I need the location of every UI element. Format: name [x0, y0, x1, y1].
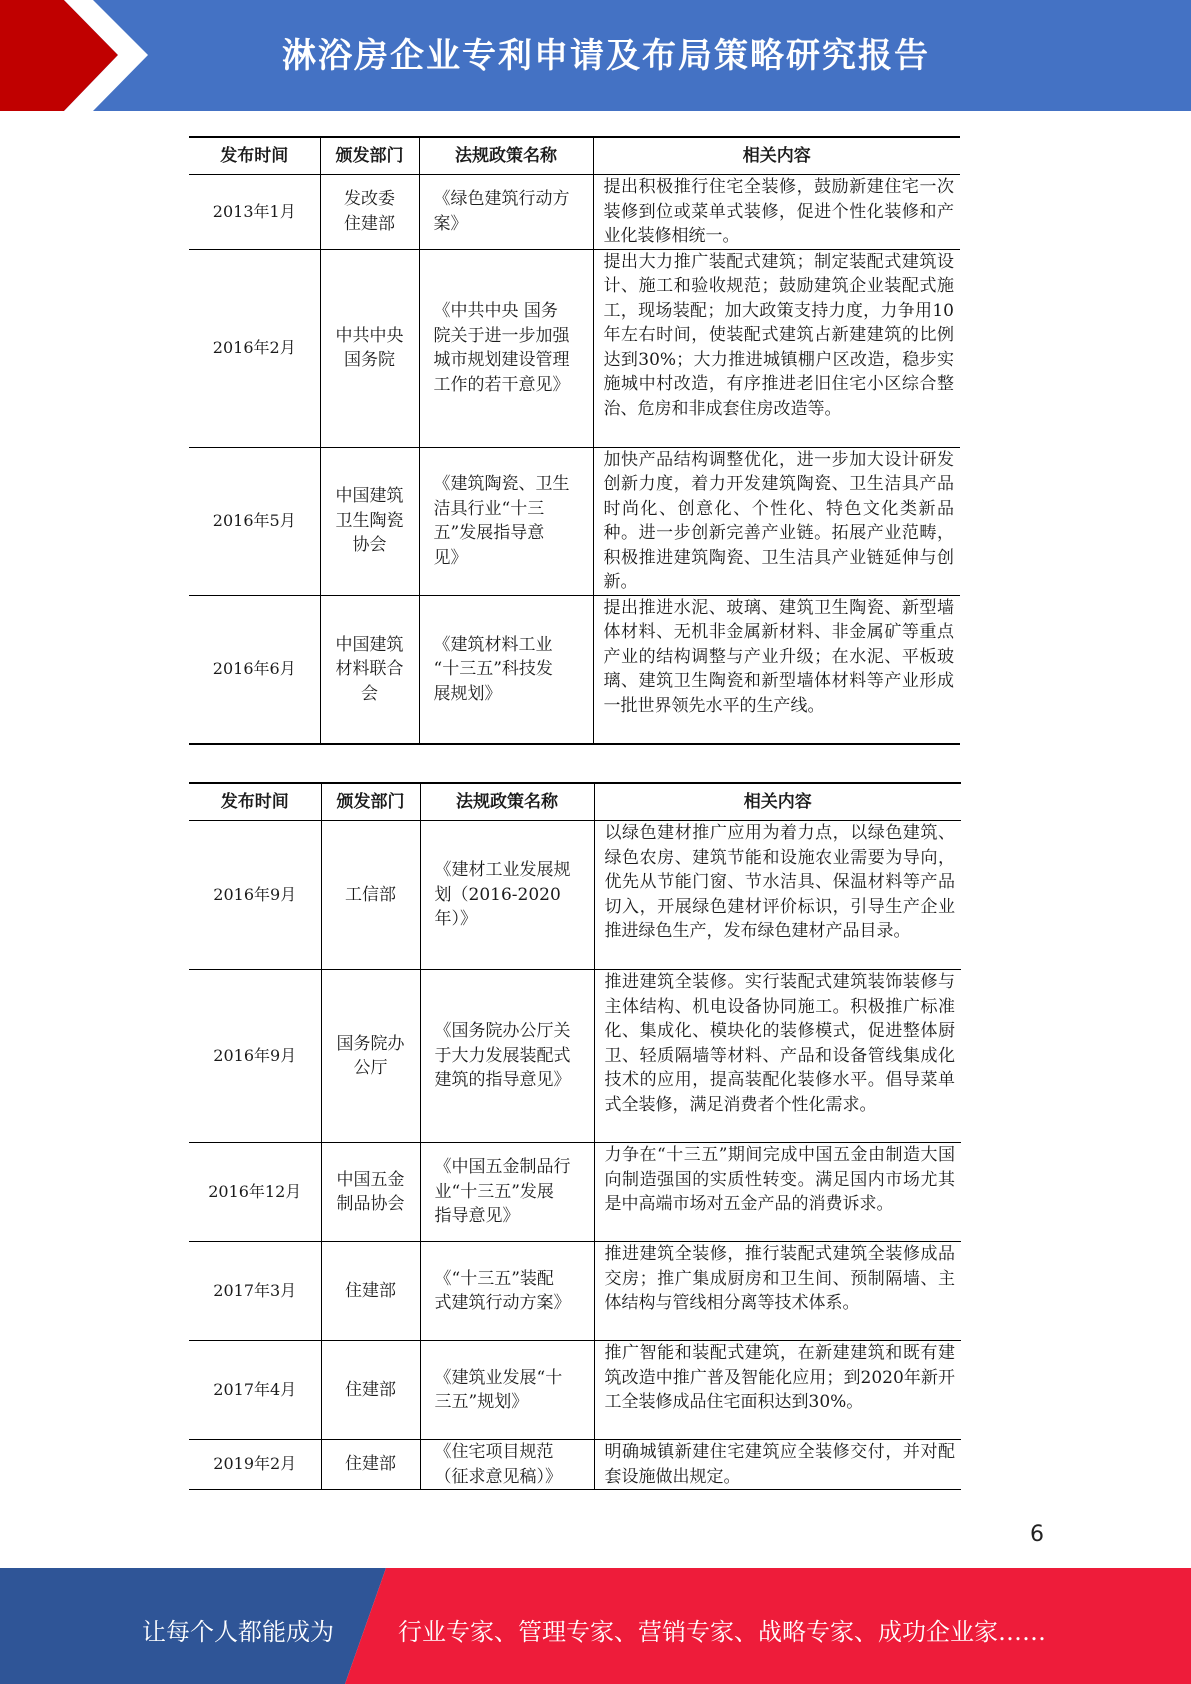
cell-policy-name: 《中国五金制品行 业“十三五”发展 指导意见》: [420, 1143, 594, 1242]
cell-date: 2016年9月: [189, 970, 321, 1143]
page-header: [0, 0, 1191, 111]
cell-date: 2019年2月: [189, 1440, 321, 1490]
col-header-dept: 颁发部门: [320, 137, 419, 175]
cell-dept: 住建部: [321, 1341, 420, 1440]
col-header-name: 法规政策名称: [420, 783, 594, 821]
cell-content: 推进建筑全装修，推行装配式建筑全装修成品交房；推广集成厨房和卫生间、预制隔墙、主体结构与管线相分离等技术体系。: [594, 1242, 961, 1341]
footer-slogan-left: 让每个人都能成为: [142, 1618, 334, 1646]
page-footer: [0, 1568, 1191, 1684]
cell-content: 加快产品结构调整优化，进一步加大设计研发创新力度，着力开发建筑陶瓷、卫生洁具产品时尚化、创意化、个性化、特色文化类新品种。进一步创新完善产业链。拓展产业范畴，积极推进建筑陶瓷、卫生洁具产业链延伸与创新。: [593, 447, 960, 595]
cell-date: 2013年1月: [189, 175, 320, 250]
table-header-row: [189, 783, 961, 821]
col-header-date: 发布时间: [189, 137, 320, 175]
table-row: [189, 1143, 961, 1242]
cell-dept: 国务院办 公厅: [321, 970, 420, 1143]
cell-policy-name: 《“十三五”装配 式建筑行动方案》: [420, 1242, 594, 1341]
cell-date: 2016年9月: [189, 821, 321, 970]
cell-date: 2016年12月: [189, 1143, 321, 1242]
col-header-date: 发布时间: [189, 783, 321, 821]
cell-dept: 发改委 住建部: [320, 175, 419, 250]
table-row: [189, 1341, 961, 1440]
policy-table-1: [189, 136, 960, 745]
cell-date: 2017年4月: [189, 1341, 321, 1440]
table-row: [189, 821, 961, 970]
cell-policy-name: 《建材工业发展规 划（2016-2020 年）》: [420, 821, 594, 970]
cell-policy-name: 《建筑陶瓷、卫生 洁具行业“十三 五”发展指导意 见》: [419, 447, 593, 595]
page-number: 6: [1030, 1522, 1044, 1547]
cell-dept: 中共中央 国务院: [320, 249, 419, 447]
table-row: [189, 1440, 961, 1490]
cell-date: 2016年5月: [189, 447, 320, 595]
cell-content: 提出大力推广装配式建筑；制定装配式建筑设计、施工和验收规范；鼓励建筑企业装配式施工，现场装配；加大政策支持力度，力争用10年左右时间，使装配式建筑占新建建筑的比例达到30%；大力推进城镇棚户区改造，稳步实施城中村改造，有序推进老旧住宅小区综合整治、危房和非成套住房改造等。: [593, 249, 960, 447]
cell-dept: 中国建筑 卫生陶瓷 协会: [320, 447, 419, 595]
footer-slogan-right: 行业专家、管理专家、营销专家、战略专家、成功企业家……: [398, 1618, 1046, 1646]
cell-policy-name: 《国务院办公厅关 于大力发展装配式 建筑的指导意见》: [420, 970, 594, 1143]
cell-policy-name: 《绿色建筑行动方 案》: [419, 175, 593, 250]
cell-policy-name: 《建筑材料工业 “十三五”科技发 展规划》: [419, 595, 593, 744]
cell-content: 明确城镇新建住宅建筑应全装修交付，并对配套设施做出规定。: [594, 1440, 961, 1490]
table-header-row: [189, 137, 960, 175]
table-row: [189, 249, 960, 447]
table-row: [189, 447, 960, 595]
page-title: 淋浴房企业专利申请及布局策略研究报告: [282, 36, 930, 76]
table-row: [189, 175, 960, 250]
cell-date: 2016年6月: [189, 595, 320, 744]
table-row: [189, 1242, 961, 1341]
cell-dept: 住建部: [321, 1242, 420, 1341]
cell-date: 2017年3月: [189, 1242, 321, 1341]
table-row: [189, 970, 961, 1143]
cell-dept: 住建部: [321, 1440, 420, 1490]
cell-dept: 中国建筑 材料联合 会: [320, 595, 419, 744]
cell-dept: 工信部: [321, 821, 420, 970]
cell-content: 提出积极推行住宅全装修，鼓励新建住宅一次装修到位或菜单式装修，促进个性化装修和产业化装修相统一。: [593, 175, 960, 250]
col-header-content: 相关内容: [593, 137, 960, 175]
cell-content: 力争在“十三五”期间完成中国五金由制造大国向制造强国的实质性转变。满足国内市场尤其是中高端市场对五金产品的消费诉求。: [594, 1143, 961, 1242]
col-header-dept: 颁发部门: [321, 783, 420, 821]
table-row: [189, 595, 960, 744]
cell-policy-name: 《中共中央 国务 院关于进一步加强 城市规划建设管理 工作的若干意见》: [419, 249, 593, 447]
cell-dept: 中国五金 制品协会: [321, 1143, 420, 1242]
cell-content: 以绿色建材推广应用为着力点，以绿色建筑、绿色农房、建筑节能和设施农业需要为导向，优先从节能门窗、节水洁具、保温材料等产品切入，开展绿色建材评价标识，引导生产企业推进绿色生产，发布绿色建材产品目录。: [594, 821, 961, 970]
col-header-name: 法规政策名称: [419, 137, 593, 175]
policy-table-2: [189, 782, 961, 1490]
cell-date: 2016年2月: [189, 249, 320, 447]
cell-policy-name: 《建筑业发展“十 三五”规划》: [420, 1341, 594, 1440]
col-header-content: 相关内容: [594, 783, 961, 821]
cell-content: 推广智能和装配式建筑，在新建建筑和既有建筑改造中推广普及智能化应用；到2020年新开工全装修成品住宅面积达到30%。: [594, 1341, 961, 1440]
cell-content: 提出推进水泥、玻璃、建筑卫生陶瓷、新型墙体材料、无机非金属新材料、非金属矿等重点产业的结构调整与产业升级；在水泥、平板玻璃、建筑卫生陶瓷和新型墙体材料等产业形成一批世界领先水平的生产线。: [593, 595, 960, 744]
cell-content: 推进建筑全装修。实行装配式建筑装饰装修与主体结构、机电设备协同施工。积极推广标准化、集成化、模块化的装修模式，促进整体厨卫、轻质隔墙等材料、产品和设备管线集成化技术的应用，提高装配化装修水平。倡导菜单式全装修，满足消费者个性化需求。: [594, 970, 961, 1143]
cell-policy-name: 《住宅项目规范 （征求意见稿）》: [420, 1440, 594, 1490]
